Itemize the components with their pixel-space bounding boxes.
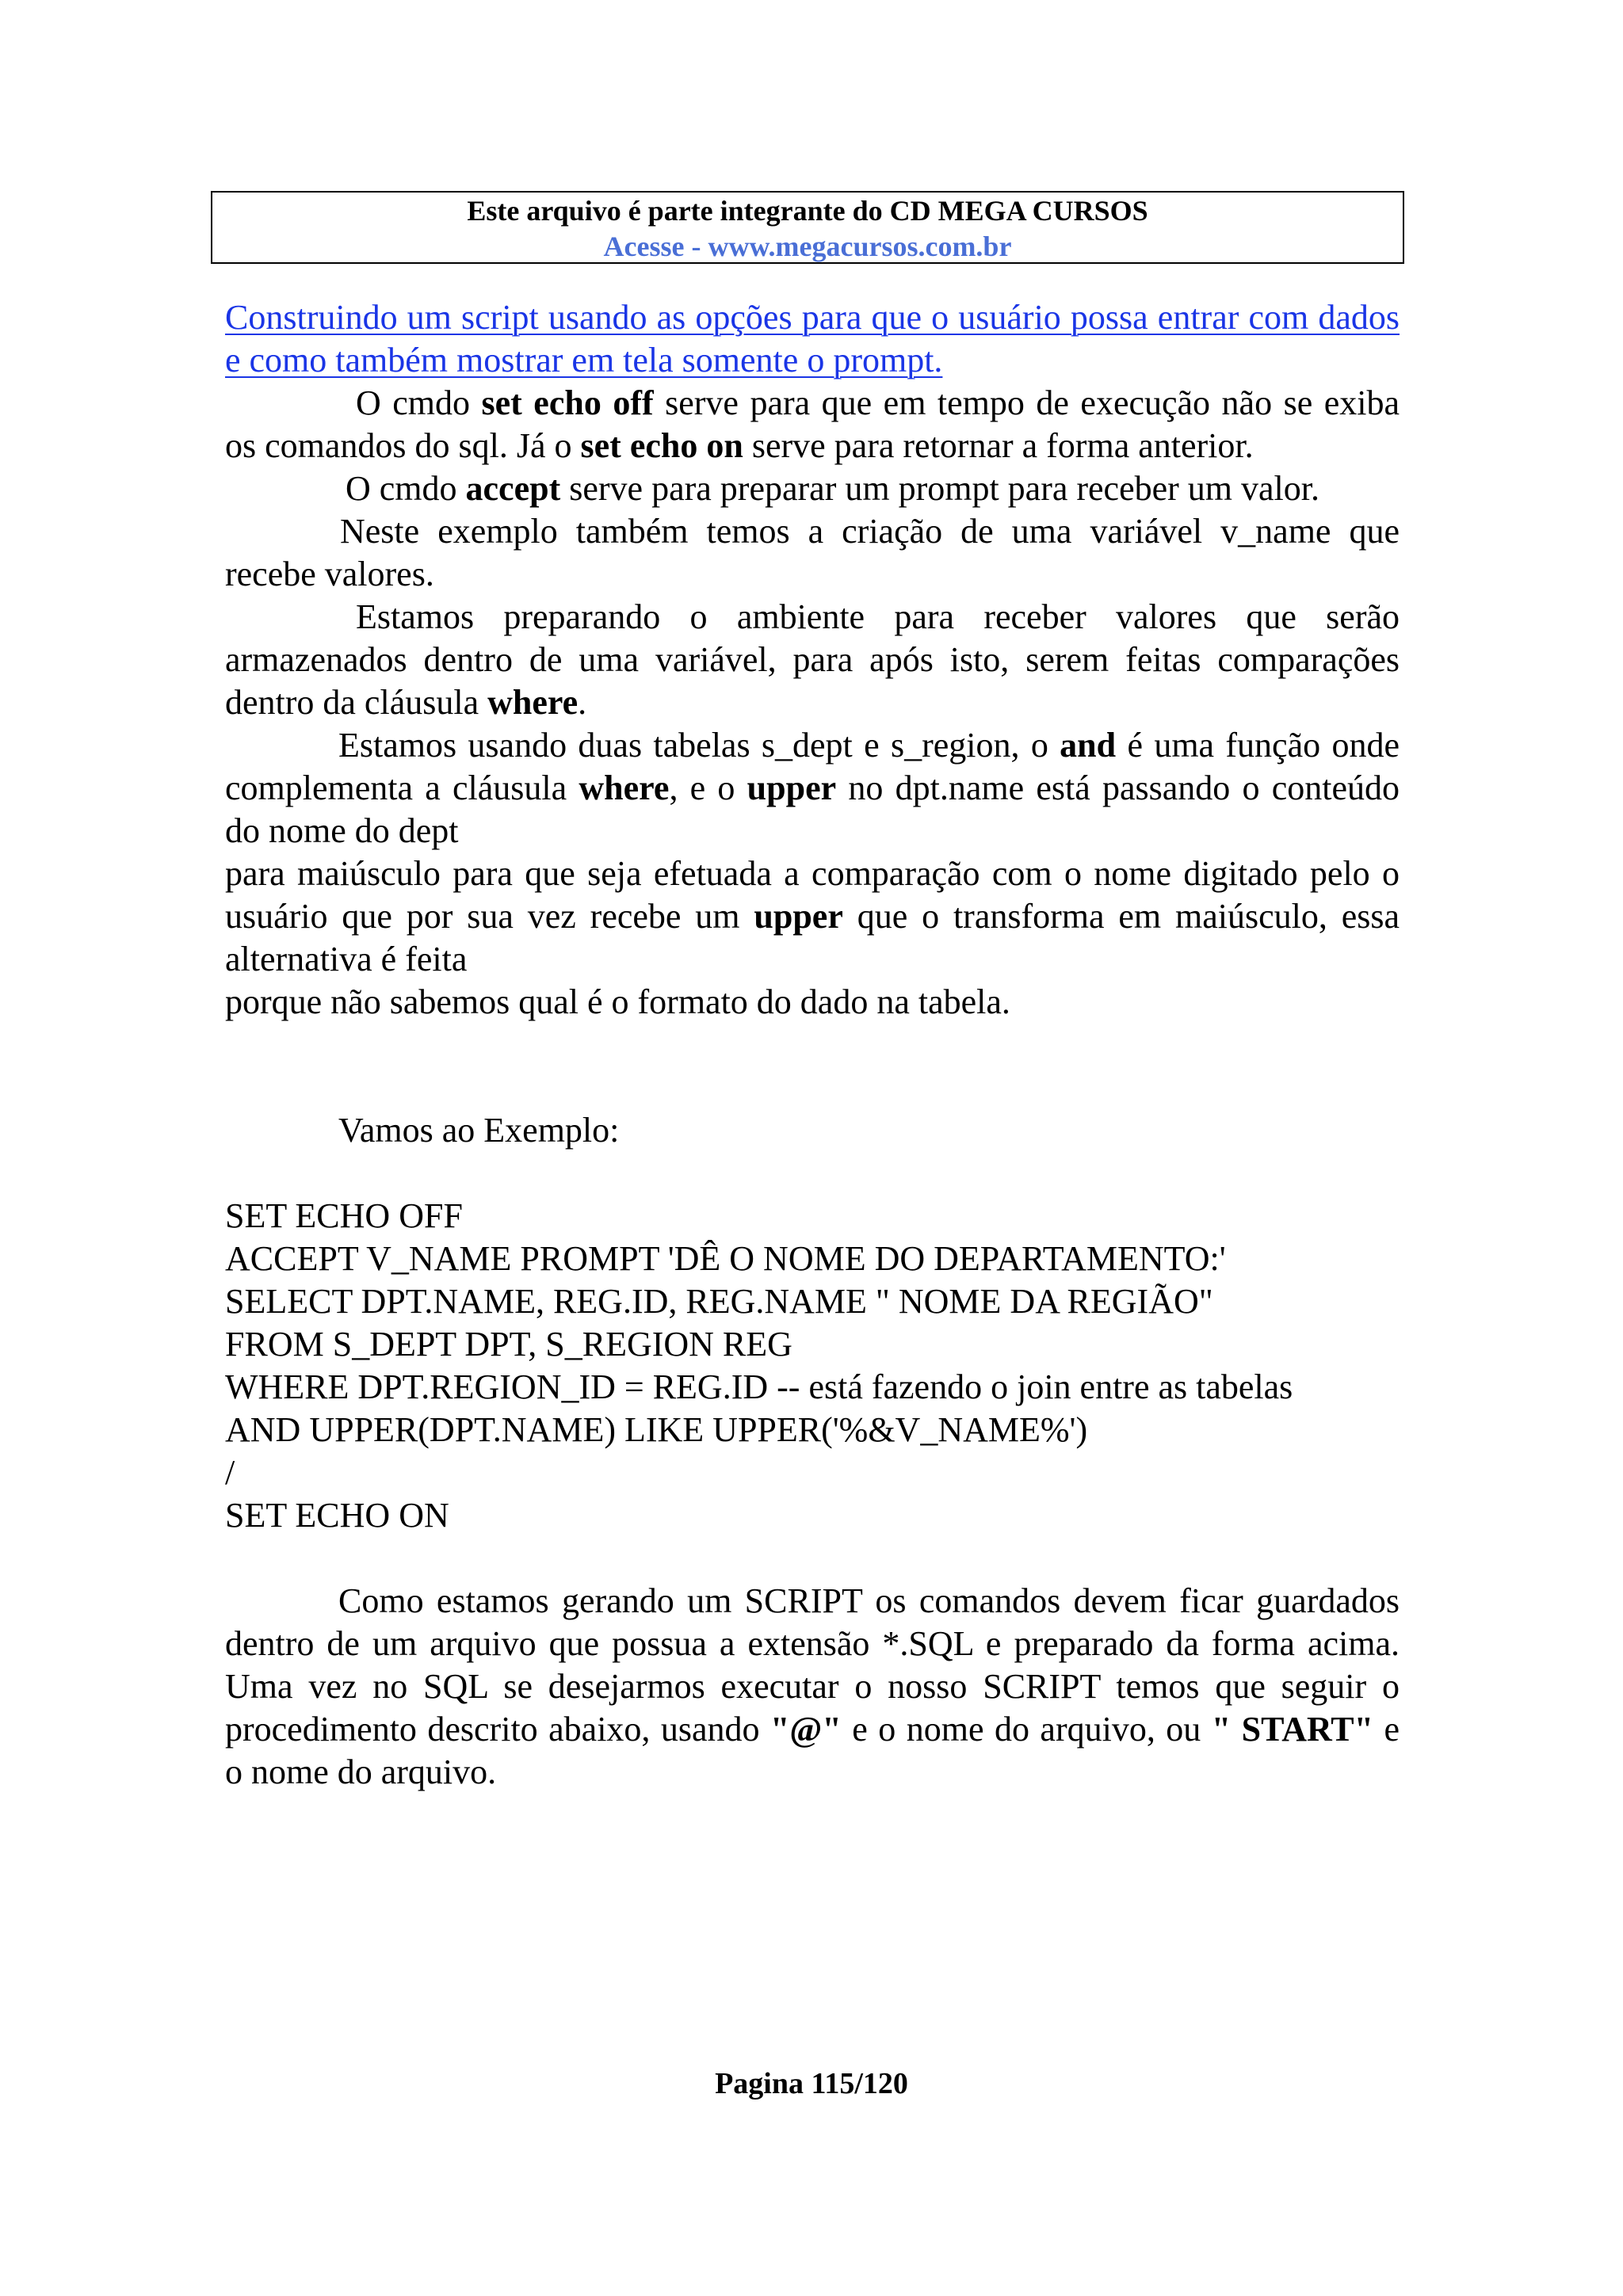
paragraph-text: .: [578, 683, 587, 722]
header-website-link[interactable]: Acesse - www.megacursos.com.br: [603, 231, 1012, 262]
keyword-upper: upper: [747, 769, 837, 807]
paragraph-text: , e o: [669, 769, 747, 807]
keyword-where: where: [487, 683, 579, 722]
paragraph-text: no dpt.name está passando o conteúdo do nome do dept: [225, 769, 1400, 850]
paragraph-tables: [225, 724, 1400, 852]
paragraph-text: para maiúsculo para que seja efetuada a comparação com o nome digitado pelo o usuário que por sua vez recebe um: [225, 854, 1400, 936]
code-line: SELECT DPT.NAME, REG.ID, REG.NAME " NOME DA REGIÃO": [225, 1282, 1213, 1321]
page-number: Pagina 115/120: [715, 2067, 908, 2100]
keyword-and: and: [1060, 726, 1117, 765]
paragraph-text: que o transforma em maiúsculo, essa alternativa é feita: [225, 897, 1400, 978]
paragraph-variable: [225, 510, 1400, 596]
paragraph-environment: [225, 596, 1400, 724]
paragraph-text: e o nome do arquivo, ou: [841, 1710, 1212, 1749]
paragraph-accept: [225, 467, 1400, 510]
paragraph-text: Estamos usando duas tabelas s_dept e s_region, o: [338, 726, 1060, 765]
code-line: AND UPPER(DPT.NAME) LIKE UPPER('%&V_NAME%'): [225, 1410, 1088, 1449]
paragraph-text: serve para retornar a forma anterior.: [743, 426, 1254, 465]
keyword-accept: accept: [465, 469, 561, 508]
paragraph-text: O cmdo: [346, 469, 466, 508]
keyword-where: where: [579, 769, 670, 807]
paragraph-text: Estamos preparando o ambiente para receber valores que serão armazenados dentro de uma variável, para após isto, serem feitas comparações dentro da cláusula: [225, 597, 1400, 722]
paragraph-text: serve para preparar um prompt para receber um valor.: [560, 469, 1320, 508]
example-intro: Vamos ao Exemplo:: [338, 1111, 620, 1150]
paragraph-uppercase: [225, 852, 1400, 981]
paragraph-text: porque não sabemos qual é o formato do dado na tabela.: [225, 982, 1010, 1021]
keyword-upper: upper: [754, 897, 843, 936]
blank-space: [225, 1024, 1400, 1109]
paragraph-script: [225, 1580, 1400, 1794]
sql-code-block: [225, 1195, 1400, 1537]
section-heading-link[interactable]: Construindo um script usando as opções para que o usuário possa entrar com dados e como também mostrar em tela somente o prompt.: [225, 298, 1400, 379]
code-line: WHERE DPT.REGION_ID = REG.ID -- está fazendo o join entre as tabelas: [225, 1367, 1293, 1406]
section-heading: [225, 296, 1400, 382]
paragraph-text: Como estamos gerando um SCRIPT os comandos devem ficar guardados dentro de um arquivo que possua a extensão *.SQL e preparado da forma acima. Uma vez no SQL se desejarmos executar o nosso SCRIPT temos que seguir o procedimento descrito abaixo, usando: [225, 1581, 1400, 1749]
paragraph-format: [225, 981, 1400, 1024]
paragraph-text: e o nome do arquivo.: [225, 1710, 1400, 1791]
blank-space: [225, 1537, 1400, 1580]
keyword-set-echo-on: set echo on: [580, 426, 743, 465]
page-content: [225, 296, 1400, 1794]
code-line: SET ECHO OFF: [225, 1196, 463, 1235]
header-title: Este arquivo é parte integrante do CD MEGA CURSOS: [467, 195, 1148, 227]
code-line: FROM S_DEPT DPT, S_REGION REG: [225, 1325, 792, 1363]
paragraph-text: Neste exemplo também temos a criação de uma variável v_name que recebe valores.: [225, 512, 1400, 593]
code-line: SET ECHO ON: [225, 1496, 449, 1535]
code-line: /: [225, 1453, 235, 1492]
header-banner: [211, 191, 1404, 264]
keyword-start: " START": [1211, 1710, 1373, 1749]
keyword-set-echo-off: set echo off: [481, 383, 654, 422]
paragraph-text: é uma função onde complementa a cláusula: [225, 726, 1400, 807]
paragraph-echo: [225, 382, 1400, 467]
blank-space: [225, 1152, 1400, 1195]
keyword-at-sign: "@": [770, 1710, 842, 1749]
paragraph-text: O cmdo: [356, 383, 482, 422]
code-line: ACCEPT V_NAME PROMPT 'DÊ O NOME DO DEPARTAMENTO:': [225, 1239, 1226, 1278]
paragraph-text: serve para que em tempo de execução não se exiba os comandos do sql. Já o: [225, 383, 1400, 465]
